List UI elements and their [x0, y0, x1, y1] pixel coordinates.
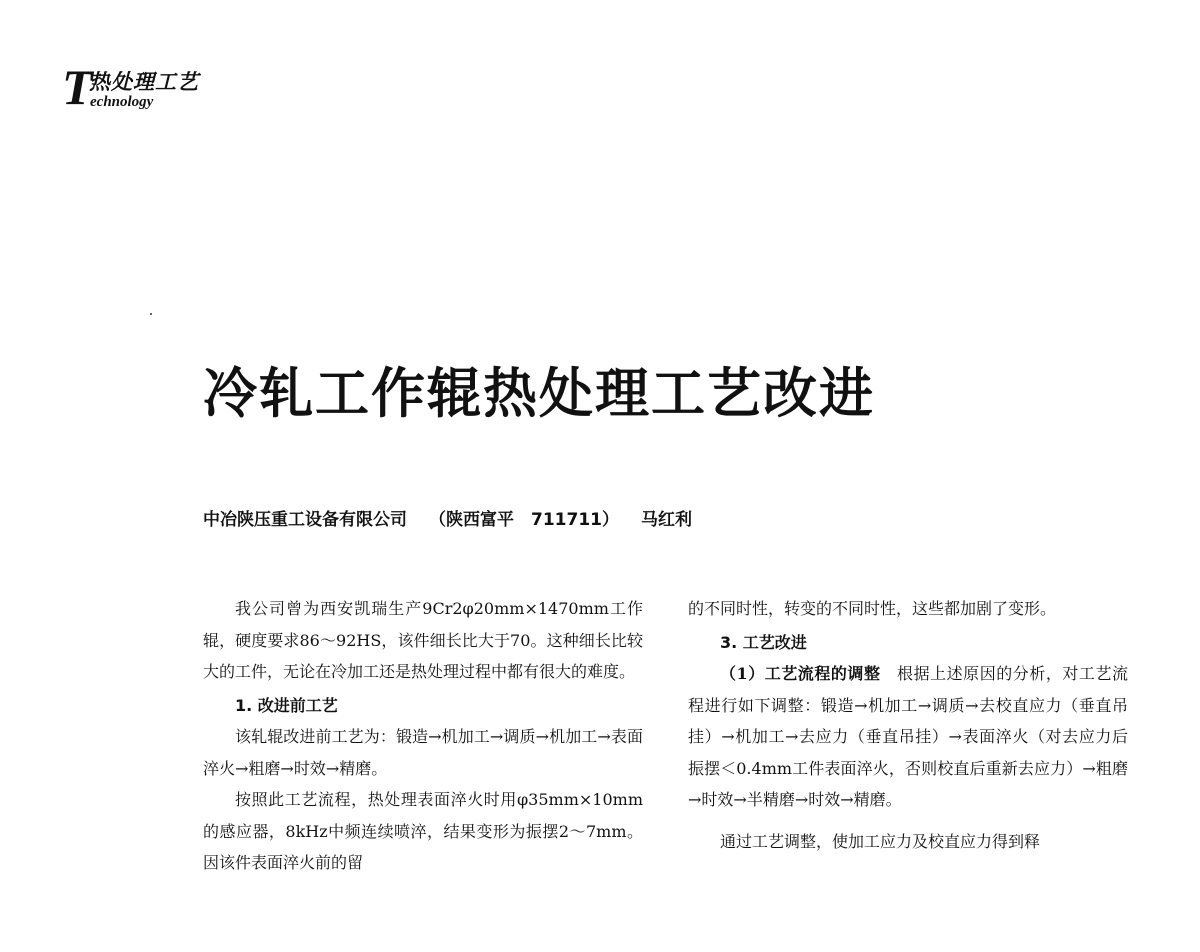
process-adjustment-paragraph: 通过工艺调整，使加工应力及校直应力得到释 [720, 831, 1041, 851]
byline [203, 507, 692, 533]
logo-section-title: 热处理工艺 [89, 69, 199, 94]
intro-paragraph: 我公司曾为西安凯瑞生产9Cr2φ20mm×1470mm工作辊，硬度要求86～92HS，该件细长比大于70。这种细长比较大的工件，无论在冷加工还是热处理过程中都有很大的难度。 [203, 599, 643, 681]
article-title: 冷轧工作辊热处理工艺改进 [203, 361, 875, 425]
scan-speck [150, 313, 152, 315]
section-heading-3: 3. 工艺改进 [720, 632, 807, 652]
subsection-1-paragraph [688, 658, 1128, 816]
author-affiliation: 中冶陕压重工设备有限公司 [203, 510, 407, 530]
subsection-1-title: （1）工艺流程的调整 [720, 664, 881, 683]
logo-letter: T [62, 59, 93, 115]
section1-paragraph-1: 该轧辊改进前工艺为：锻造→机加工→调质→机加工→表面淬火→粗磨→时效→精磨。 [203, 727, 643, 778]
right-column [688, 593, 1128, 857]
section-heading-1: 1. 改进前工艺 [235, 695, 338, 715]
continued-paragraph: 的不同时性，转变的不同时性，这些都加剧了变形。 [688, 599, 1057, 618]
journal-logo [62, 59, 282, 122]
author-name: 马红利 [640, 510, 692, 530]
left-column [203, 593, 643, 879]
logo-english-text: echnology [90, 94, 154, 110]
author-location: （陕西富平 711711） [429, 510, 619, 530]
subsection-1-text: 根据上述原因的分析，对工艺流程进行如下调整：锻造→机加工→调质→去校直应力（垂直吊挂）→机加工→去应力（垂直吊挂）→表面淬火（对去应力后振摆＜0.4mm工件表面淬火，否则校直后重新去应力）→粗磨→时效→半精磨→时效→精磨。 [688, 664, 1128, 809]
section1-paragraph-2: 按照此工艺流程，热处理表面淬火时用φ35mm×10mm 的感应器，8kHz中频连续喷淬，结果变形为振摆2～7mm。因该件表面淬火前的留 [203, 790, 643, 872]
